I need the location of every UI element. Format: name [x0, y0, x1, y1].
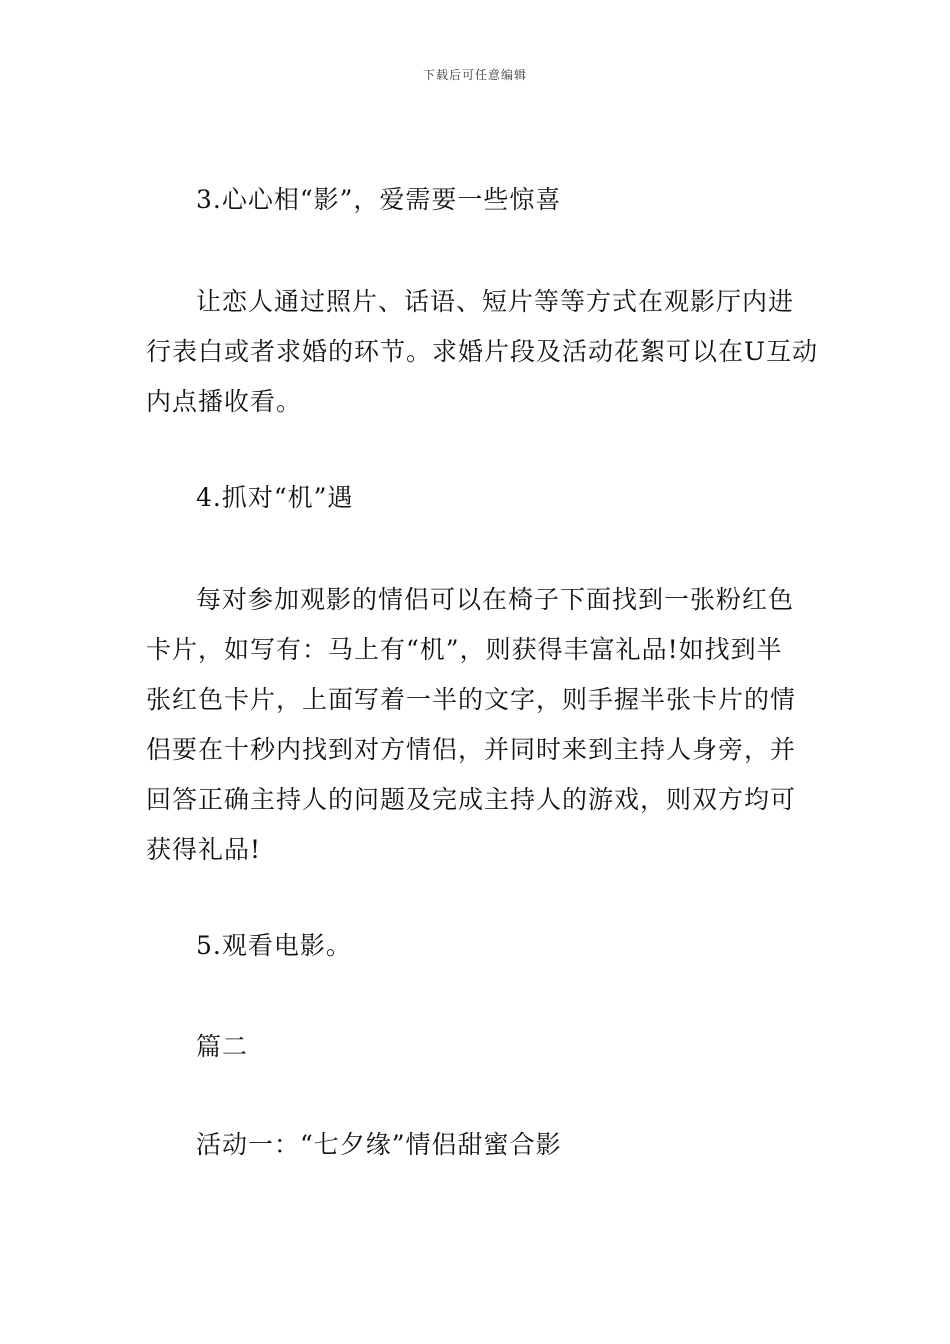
header-note: 下载后可任意编辑: [422, 68, 527, 82]
section-3-line-2: 行表白或者求婚的环节。求婚片段及活动花絮可以在U互动: [146, 337, 819, 366]
section-4-title: 4.抓对“机”遇: [196, 483, 354, 512]
section-3-line-1: 让恋人通过照片、话语、短片等等方式在观影厅内进: [196, 287, 795, 316]
section-4-line-2: 卡片，如写有：马上有“机”，则获得丰富礼品!如找到半: [146, 635, 783, 664]
section-4-line-5: 回答正确主持人的问题及完成主持人的游戏，则双方均可: [146, 785, 797, 814]
section-3-body: [146, 277, 819, 427]
section-5-title: 5.观看电影。: [196, 931, 352, 960]
section-4-line-1: 每对参加观影的情侣可以在椅子下面找到一张粉红色: [196, 585, 795, 614]
section-4-line-4: 侣要在十秒内找到对方情侣，并同时来到主持人身旁，并: [146, 735, 797, 764]
section-4-line-6: 获得礼品!: [146, 835, 262, 864]
part-title: 篇二: [196, 1032, 249, 1061]
section-4-body: [146, 575, 810, 875]
section-3-title: 3.心心相“影”，爱需要一些惊喜: [196, 185, 562, 214]
activity-1-title: 活动一：“七夕缘”情侣甜蜜合影: [196, 1130, 562, 1159]
section-4-line-3: 张红色卡片，上面写着一半的文字，则手握半张卡片的情: [146, 685, 797, 714]
section-3-line-3: 内点播收看。: [146, 387, 303, 416]
